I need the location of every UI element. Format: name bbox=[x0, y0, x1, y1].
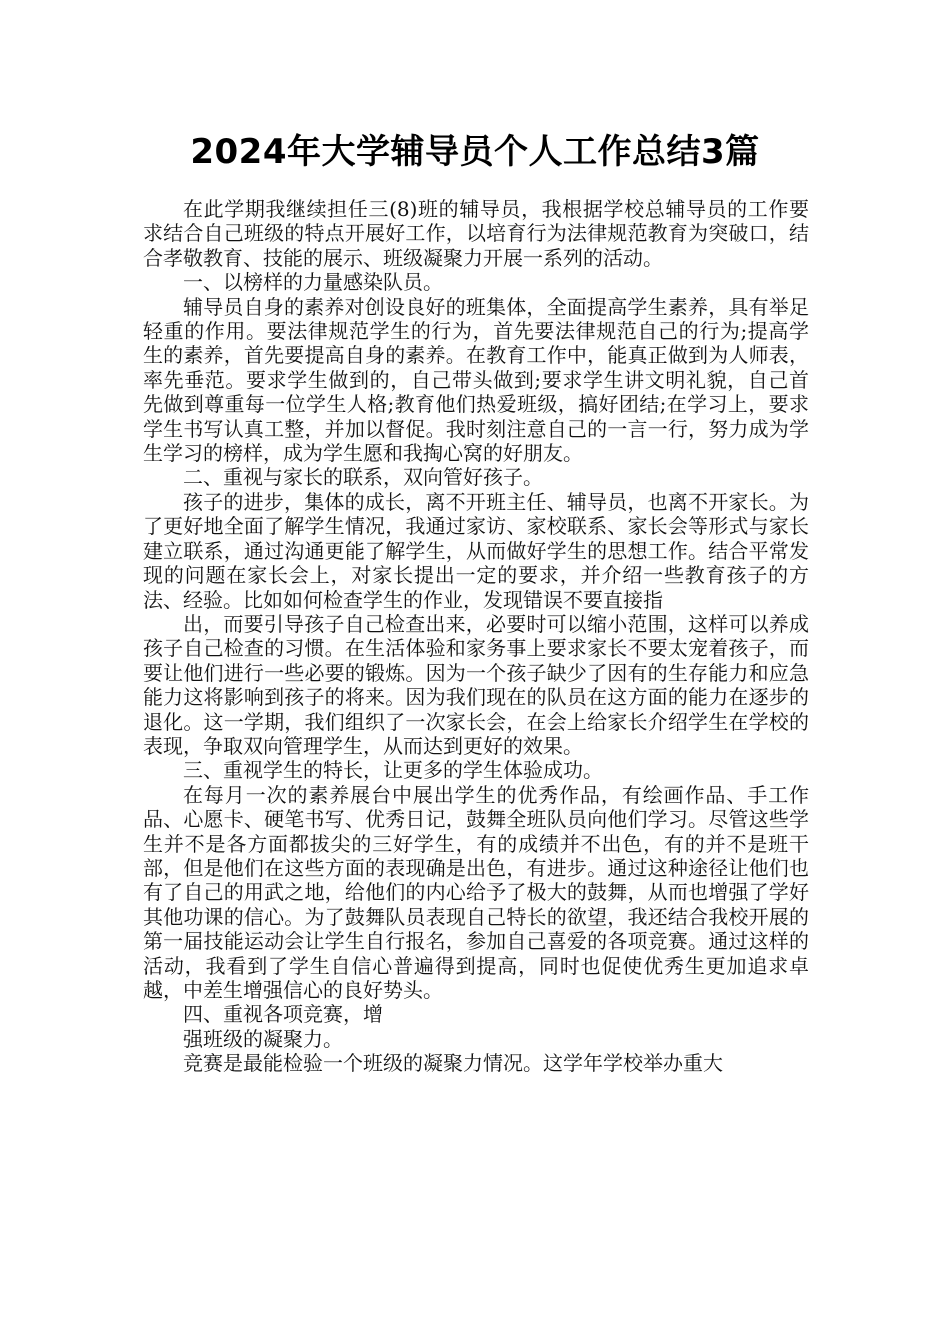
paragraph-section-2b: 出，而要引导孩子自己检查出来，必要时可以缩小范围，这样可以养成孩子自己检查的习惯。在生活体验和家务事上要求家长不要太宠着孩子，而要让他们进行一些必要的锻炼。因为一个孩子缺少了因有的生存能力和应急能力这将影响到孩子的将来。因为我们现在的队员在这方面的能力在逐步的退化。这一学期，我们组织了一次家长会，在会上给家长介绍学生在学校的表现，争取双向管理学生，从而达到更好的效果。 bbox=[143, 611, 809, 758]
paragraph-intro: 在此学期我继续担任三(8)班的辅导员，我根据学校总辅导员的工作要求结合自己班级的特点开展好工作，以培育行为法律规范教育为突破口，结合孝敬教育、技能的展示、班级凝聚力开展一系列的活动。 bbox=[143, 197, 809, 270]
paragraph-section-2a: 孩子的进步，集体的成长，离不开班主任、辅导员，也离不开家长。为了更好地全面了解学生情况，我通过家访、家校联系、家长会等形式与家长建立联系，通过沟通更能了解学生，从而做好学生的思想工作。结合平常发现的问题在家长会上，对家长提出一定的要求，并介绍一些教育孩子的方法、经验。比如如何检查学生的作业，发现错误不要直接指 bbox=[143, 489, 809, 612]
section-heading-3: 三、重视学生的特长，让更多的学生体验成功。 bbox=[183, 758, 603, 783]
paragraph-section-4: 竞赛是最能检验一个班级的凝聚力情况。这学年学校举办重大 bbox=[183, 1051, 723, 1076]
section-heading-4b: 强班级的凝聚力。 bbox=[183, 1026, 343, 1051]
section-heading-1: 一、以榜样的力量感染队员。 bbox=[183, 270, 443, 295]
document-body bbox=[143, 197, 809, 1076]
section-heading-4a: 四、重视各项竞赛，增 bbox=[183, 1002, 383, 1027]
document-title: 2024年大学辅导员个人工作总结3篇 bbox=[190, 132, 760, 172]
paragraph-section-1: 辅导员自身的素养对创设良好的班集体，全面提高学生素养，具有举足轻重的作用。要法律规范学生的行为，首先要法律规范自己的行为;提高学生的素养，首先要提高自身的素养。在教育工作中，能真正做到为人师表，率先垂范。要求学生做到的，自己带头做到;要求学生讲文明礼貌，自己首先做到尊重每一位学生人格;教育他们热爱班级，搞好团结;在学习上，要求学生书写认真工整，并加以督促。我时刻注意自己的一言一行，努力成为学生学习的榜样，成为学生愿和我掏心窝的好朋友。 bbox=[143, 294, 809, 466]
paragraph-section-3: 在每月一次的素养展台中展出学生的优秀作品，有绘画作品、手工作品、心愿卡、硬笔书写、优秀日记，鼓舞全班队员向他们学习。尽管这些学生并不是各方面都拔尖的三好学生，有的成绩并不出色，有的并不是班干部，但是他们在这些方面的表现确是出色，有进步。通过这种途径让他们也有了自己的用武之地，给他们的内心给予了极大的鼓舞，从而也增强了学好其他功课的信心。为了鼓舞队员表现自己特长的欲望，我还结合我校开展的第一届技能运动会让学生自行报名，参加自己喜爱的各项竞赛。通过这样的活动，我看到了学生自信心普遍得到提高，同时也促使优秀生更加追求卓越，中差生增强信心的良好势头。 bbox=[143, 782, 809, 1002]
section-heading-2: 二、重视与家长的联系，双向管好孩子。 bbox=[183, 465, 543, 490]
